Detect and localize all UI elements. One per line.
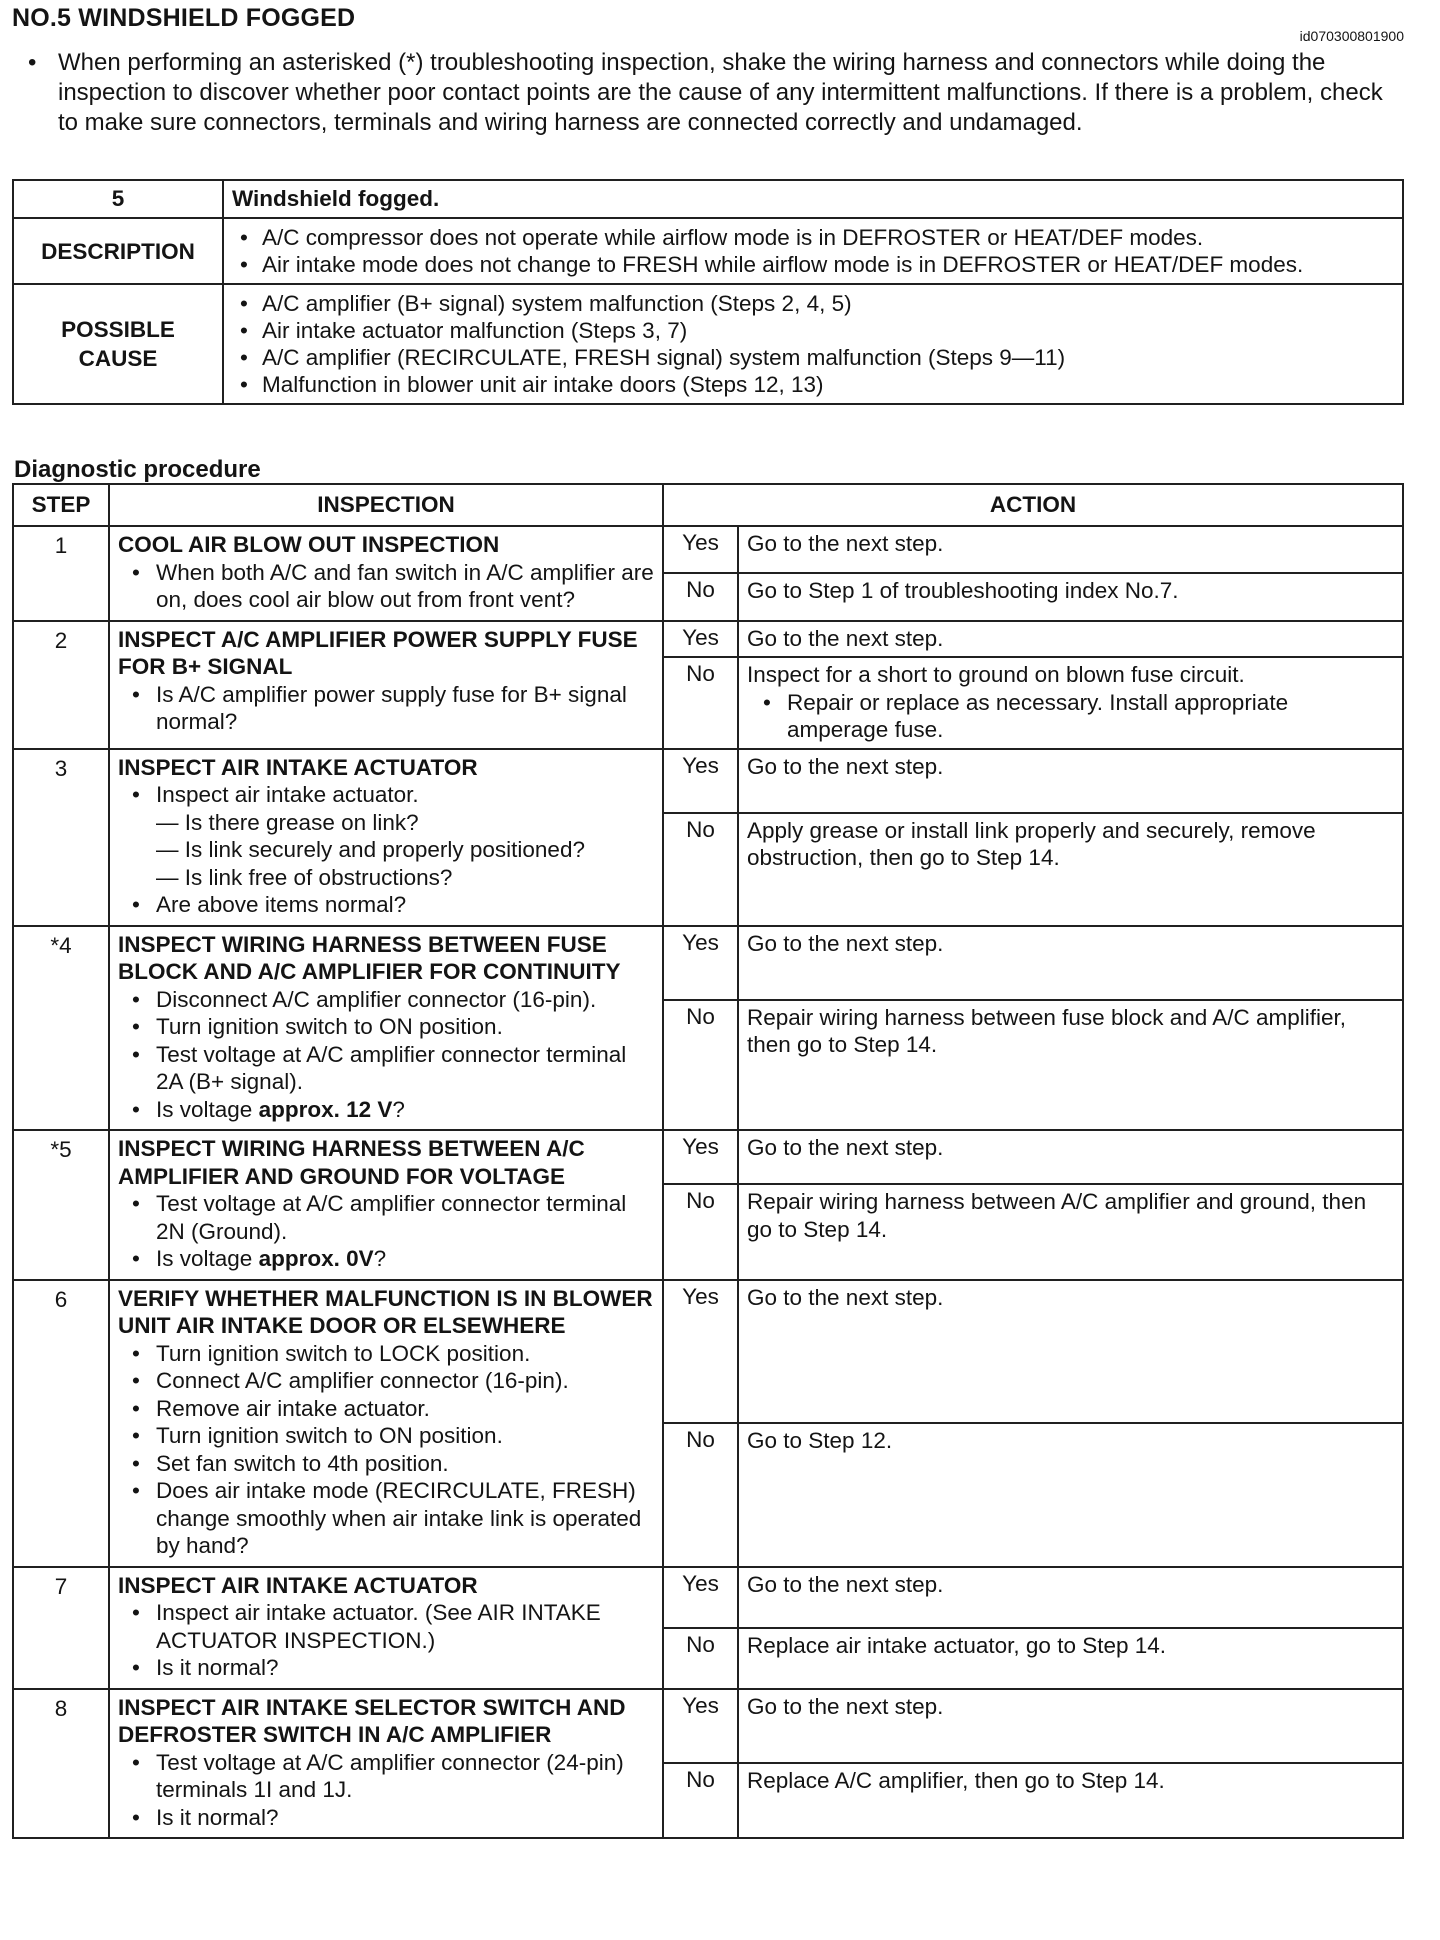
table-row: [13, 1130, 1403, 1184]
note-bullet: •: [28, 49, 37, 76]
step-number: *4: [13, 926, 109, 1131]
yes-label: Yes: [663, 1567, 738, 1628]
inspection-item: • Test voltage at A/C amplifier connector terminal 2N (Ground).: [118, 1190, 656, 1245]
no-action: Inspect for a short to ground on blown fuse circuit. • Repair or replace as necessary. Install appropriate amperage fuse.: [738, 657, 1403, 749]
step-number: *5: [13, 1130, 109, 1280]
summary-header-row: [13, 180, 1403, 218]
inspection-item: • Turn ignition switch to ON position.: [118, 1013, 656, 1041]
inspection-heading: VERIFY WHETHER MALFUNCTION IS IN BLOWER UNIT AIR INTAKE DOOR OR ELSEWHERE: [118, 1285, 653, 1338]
table-row: [13, 1280, 1403, 1424]
no-label: No: [663, 1184, 738, 1279]
cause-item: • A/C amplifier (RECIRCULATE, FRESH signal) system malfunction (Steps 9—11): [226, 344, 1396, 371]
no-action: Repair wiring harness between fuse block and A/C amplifier, then go to Step 14.: [738, 1000, 1403, 1130]
inspection-item: • Disconnect A/C amplifier connector (16-pin).: [118, 986, 656, 1014]
note-text: When performing an asterisked (*) troubleshooting inspection, shake the wiring harness and connectors while doing the inspection to discover whether poor contact points are the cause of any intermittent malfunctions. If there is a problem, check to make sure connectors, terminals and wiring harness are connected correctly and undamaged.: [58, 49, 1383, 136]
step-column-header: STEP: [13, 484, 109, 526]
no-label: No: [663, 1000, 738, 1130]
diagnostic-header-row: [13, 484, 1403, 526]
inspection-subcheck: — Is there grease on link?: [156, 809, 419, 835]
table-row: [13, 526, 1403, 573]
yes-action: Go to the next step.: [738, 1280, 1403, 1424]
table-row: [13, 621, 1403, 658]
action-sub-item: • Repair or replace as necessary. Install appropriate amperage fuse.: [747, 689, 1394, 744]
description-item: • A/C compressor does not operate while airflow mode is in DEFROSTER or HEAT/DEF modes.: [226, 224, 1396, 251]
no-action: Apply grease or install link properly and securely, remove obstruction, then go to Step 14.: [738, 813, 1403, 926]
inspection-item: • Inspect air intake actuator. (See AIR INTAKE ACTUATOR INSPECTION.): [118, 1599, 656, 1654]
yes-label: Yes: [663, 749, 738, 813]
step-number: 1: [13, 526, 109, 621]
description-label: DESCRIPTION: [13, 218, 223, 284]
inspection-item: • Is it normal?: [118, 1804, 656, 1832]
inspection-item: • When both A/C and fan switch in A/C amplifier are on, does cool air blow out from front vent?: [118, 559, 656, 614]
inspection-heading: INSPECT AIR INTAKE SELECTOR SWITCH AND DEFROSTER SWITCH IN A/C AMPLIFIER: [118, 1694, 626, 1747]
no-action: Repair wiring harness between A/C amplifier and ground, then go to Step 14.: [738, 1184, 1403, 1279]
inspection-item: • Turn ignition switch to ON position.: [118, 1422, 656, 1450]
page-title: NO.5 WINDSHIELD FOGGED: [12, 4, 356, 32]
description-item: • Air intake mode does not change to FRESH while airflow mode is in DEFROSTER or HEAT/DEF modes.: [226, 251, 1396, 278]
no-label: No: [663, 573, 738, 620]
yes-action: Go to the next step.: [738, 621, 1403, 658]
section-heading: Diagnostic procedure: [14, 456, 261, 483]
step-number: 8: [13, 1689, 109, 1839]
possible-cause-label: POSSIBLE CAUSE: [13, 284, 223, 404]
no-label: No: [663, 657, 738, 749]
cause-item: • Malfunction in blower unit air intake doors (Steps 12, 13): [226, 371, 1396, 398]
inspection-cell: [109, 621, 663, 749]
no-action: Replace A/C amplifier, then go to Step 14.: [738, 1763, 1403, 1838]
inspection-item: • Test voltage at A/C amplifier connector terminal 2A (B+ signal).: [118, 1041, 656, 1096]
yes-action: Go to the next step.: [738, 749, 1403, 813]
inspection-note: [28, 48, 1408, 138]
inspection-item: • Test voltage at A/C amplifier connector (24-pin) terminals 1I and 1J.: [118, 1749, 656, 1804]
step-number: 3: [13, 749, 109, 926]
description-list: [226, 224, 1396, 278]
inspection-item: • Turn ignition switch to LOCK position.: [118, 1340, 656, 1368]
yes-action: Go to the next step.: [738, 926, 1403, 1000]
yes-label: Yes: [663, 1130, 738, 1184]
description-row: [13, 218, 1403, 284]
yes-action: Go to the next step.: [738, 1689, 1403, 1764]
inspection-heading: COOL AIR BLOW OUT INSPECTION: [118, 532, 500, 557]
cause-item: • A/C amplifier (B+ signal) system malfunction (Steps 2, 4, 5): [226, 290, 1396, 317]
inspection-heading: INSPECT WIRING HARNESS BETWEEN FUSE BLOCK AND A/C AMPLIFIER FOR CONTINUITY: [118, 931, 621, 984]
inspection-item: • Are above items normal?: [118, 891, 656, 919]
inspection-item: • Set fan switch to 4th position.: [118, 1450, 656, 1478]
diagnostic-table: [12, 483, 1404, 1839]
inspection-item: • Remove air intake actuator.: [118, 1395, 656, 1423]
inspection-item: • Is voltage approx. 12 V?: [118, 1096, 656, 1124]
no-label: No: [663, 1763, 738, 1838]
inspection-cell: [109, 749, 663, 926]
document-id: id070300801900: [1299, 28, 1404, 44]
step-number: 7: [13, 1567, 109, 1689]
yes-action: Go to the next step.: [738, 1130, 1403, 1184]
inspection-item: • Does air intake mode (RECIRCULATE, FRESH) change smoothly when air intake link is operated by hand?: [118, 1477, 656, 1560]
inspection-column-header: INSPECTION: [109, 484, 663, 526]
no-action: Replace air intake actuator, go to Step 14.: [738, 1628, 1403, 1689]
inspection-cell: [109, 1689, 663, 1839]
yes-label: Yes: [663, 1280, 738, 1424]
no-label: No: [663, 1628, 738, 1689]
symptom-summary-table: [12, 179, 1404, 405]
no-label: No: [663, 1423, 738, 1567]
yes-label: Yes: [663, 526, 738, 573]
table-row: [13, 926, 1403, 1000]
yes-action: Go to the next step.: [738, 526, 1403, 573]
step-number: 6: [13, 1280, 109, 1567]
inspection-item: • Is A/C amplifier power supply fuse for B+ signal normal?: [118, 681, 656, 736]
inspection-heading: INSPECT WIRING HARNESS BETWEEN A/C AMPLIFIER AND GROUND FOR VOLTAGE: [118, 1136, 585, 1189]
yes-label: Yes: [663, 621, 738, 658]
cause-item: • Air intake actuator malfunction (Steps 3, 7): [226, 317, 1396, 344]
no-action: Go to Step 12.: [738, 1423, 1403, 1567]
possible-cause-list: [226, 290, 1396, 398]
inspection-item: • Is it normal?: [118, 1654, 656, 1682]
yes-action: Go to the next step.: [738, 1567, 1403, 1628]
inspection-subcheck: — Is link free of obstructions?: [156, 864, 453, 890]
inspection-item: • Connect A/C amplifier connector (16-pin).: [118, 1367, 656, 1395]
inspection-subcheck: — Is link securely and properly positioned?: [156, 837, 585, 862]
yes-label: Yes: [663, 926, 738, 1000]
table-row: [13, 749, 1403, 813]
inspection-heading: INSPECT AIR INTAKE ACTUATOR: [118, 1572, 478, 1598]
inspection-cell: [109, 1130, 663, 1280]
inspection-cell: [109, 1567, 663, 1689]
action-column-header: ACTION: [663, 484, 1403, 526]
inspection-heading: INSPECT AIR INTAKE ACTUATOR: [118, 754, 478, 780]
inspection-cell: [109, 526, 663, 621]
table-row: [13, 1689, 1403, 1764]
yes-label: Yes: [663, 1689, 738, 1764]
inspection-item: • Inspect air intake actuator.: [118, 781, 656, 809]
inspection-cell: [109, 926, 663, 1131]
no-action: Go to Step 1 of troubleshooting index No.7.: [738, 573, 1403, 620]
table-row: [13, 1567, 1403, 1628]
symptom-title: Windshield fogged.: [223, 180, 1403, 218]
inspection-heading: INSPECT A/C AMPLIFIER POWER SUPPLY FUSE FOR B+ SIGNAL: [118, 626, 638, 679]
no-label: No: [663, 813, 738, 926]
possible-cause-row: [13, 284, 1403, 404]
symptom-number: 5: [13, 180, 223, 218]
inspection-item: • Is voltage approx. 0V?: [118, 1245, 656, 1273]
step-number: 2: [13, 621, 109, 749]
inspection-cell: [109, 1280, 663, 1567]
